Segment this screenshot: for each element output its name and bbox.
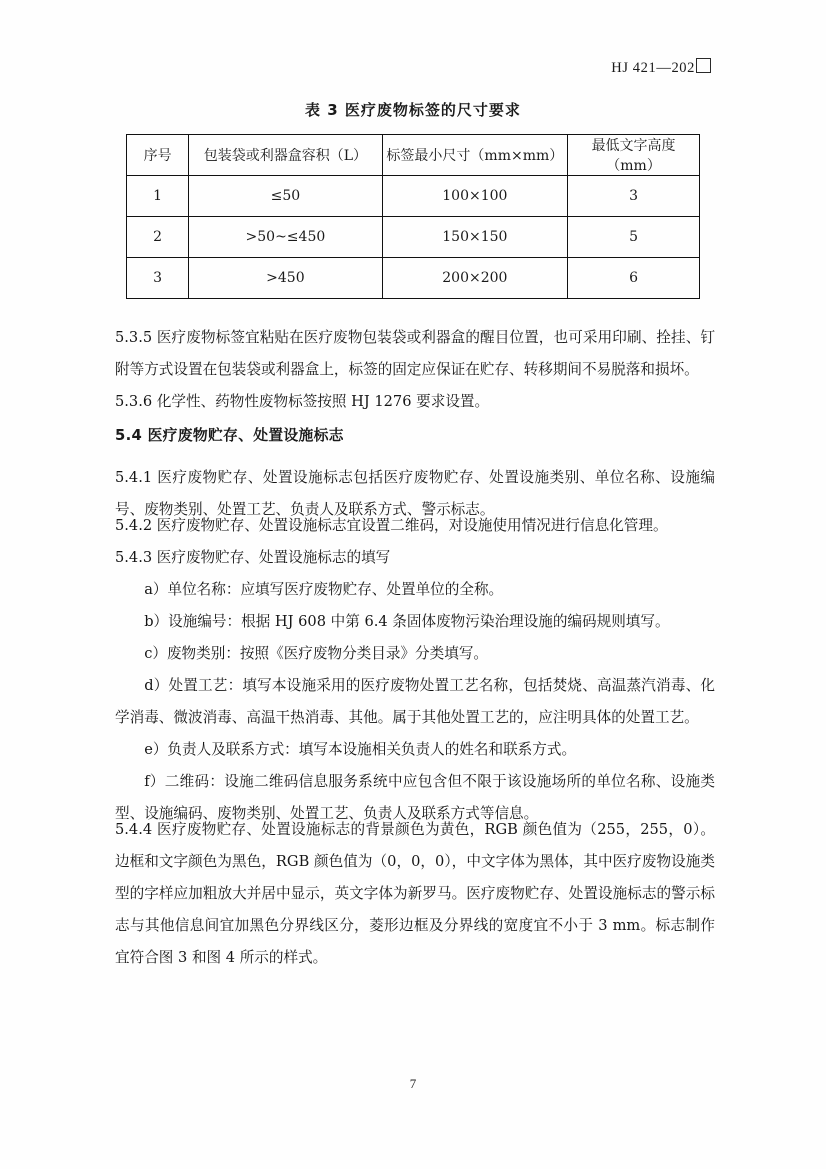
clause-5-4-3-text: 5.4.3 医疗废物贮存、处置设施标志的填写 <box>115 549 391 566</box>
clause-5-3-5 <box>115 322 715 386</box>
clause-5-4-2 <box>115 510 715 542</box>
cell-label-size: 150×150 <box>382 217 568 258</box>
clause-5-4-1-text: 5.4.1 医疗废物贮存、处置设施标志包括医疗废物贮存、处置设施类别、单位名称、设施编号、废物类别、处置工艺、负责人及联系方式、警示标志。 <box>115 469 715 518</box>
table-row <box>127 176 700 217</box>
table-row <box>127 217 700 258</box>
column-header-min-text-height: 最低文字高度（mm） <box>568 135 700 176</box>
running-header <box>115 58 711 77</box>
cell-serial-number: 2 <box>127 217 189 258</box>
list-item-b-text: b）设施编号：根据 HJ 608 中第 6.4 条固体废物污染治理设施的编码规则填写。 <box>144 613 670 630</box>
cell-label-size: 100×100 <box>382 176 568 217</box>
cell-text-height: 6 <box>568 258 700 299</box>
column-header-min-label-size: 标签最小尺寸（mm×mm） <box>382 135 568 176</box>
list-item-a <box>115 574 715 606</box>
clause-5-3-6 <box>115 386 715 418</box>
clause-5-3-6-text: 5.3.6 化学性、药物性废物标签按照 HJ 1276 要求设置。 <box>115 393 490 410</box>
list-item-c-text: c）废物类别：按照《医疗废物分类目录》分类填写。 <box>144 645 489 662</box>
clause-5-4-2-text: 5.4.2 医疗废物贮存、处置设施标志宜设置二维码，对设施使用情况进行信息化管理。 <box>115 517 668 534</box>
list-item-b <box>115 606 715 638</box>
list-item-d <box>115 670 715 734</box>
cell-serial-number: 1 <box>127 176 189 217</box>
list-item-e-text: e）负责人及联系方式：填写本设施相关负责人的姓名和联系方式。 <box>144 741 577 758</box>
list-item-a-text: a）单位名称：应填写医疗废物贮存、处置单位的全称。 <box>144 581 504 598</box>
list-item-f-text: f）二维码：设施二维码信息服务系统中应包含但不限于该设施场所的单位名称、设施类型、设施编码、废物类别、处置工艺、负责人及联系方式等信息。 <box>115 773 715 822</box>
standard-code: HJ 421—202 <box>611 60 695 76</box>
label-size-requirements-table <box>126 134 700 299</box>
cell-volume: >50~≤450 <box>189 217 382 258</box>
table-header-row <box>127 135 700 176</box>
clause-5-4-4 <box>115 814 715 974</box>
clause-5-4-3 <box>115 542 715 574</box>
clause-5-3-5-text: 5.3.5 医疗废物标签宜粘贴在医疗废物包装袋或利器盒的醒目位置，也可采用印刷、拴挂、钉附等方式设置在包装袋或利器盒上，标签的固定应保证在贮存、转移期间不易脱落和损坏。 <box>115 329 715 378</box>
column-header-bag-volume: 包装袋或利器盒容积（L） <box>189 135 382 176</box>
year-placeholder-box <box>696 58 711 73</box>
table-row <box>127 258 700 299</box>
page-number: 7 <box>409 1076 417 1091</box>
clause-5-4-4-text: 5.4.4 医疗废物贮存、处置设施标志的背景颜色为黄色，RGB 颜色值为（255，255，0）。边框和文字颜色为黑色，RGB 颜色值为（0，0，0），中文字体为黑体，其中医疗废物设施类型的字样应加粗放大并居中显示，英文字体为新罗马。医疗废物贮存、处置设施标志的警示标志与其他信息间宜加黑色分界线区分，菱形边框及分界线的宽度宜不小于 3 mm。标志制作宜符合图 3 和图 4 所示的样式。 <box>115 821 715 966</box>
cell-volume: >450 <box>189 258 382 299</box>
list-item-d-text: d）处置工艺：填写本设施采用的医疗废物处置工艺名称，包括焚烧、高温蒸汽消毒、化学消毒、微波消毒、高温干热消毒、其他。属于其他处置工艺的，应注明具体的处置工艺。 <box>115 677 715 726</box>
list-item-e <box>115 734 715 766</box>
cell-volume: ≤50 <box>189 176 382 217</box>
list-item-c <box>115 638 715 670</box>
cell-text-height: 3 <box>568 176 700 217</box>
section-heading-5-4: 5.4 医疗废物贮存、处置设施标志 <box>115 427 344 444</box>
cell-label-size: 200×200 <box>382 258 568 299</box>
cell-serial-number: 3 <box>127 258 189 299</box>
table-caption: 表 3 医疗废物标签的尺寸要求 <box>305 101 521 119</box>
column-header-serial-number: 序号 <box>127 135 189 176</box>
cell-text-height: 5 <box>568 217 700 258</box>
